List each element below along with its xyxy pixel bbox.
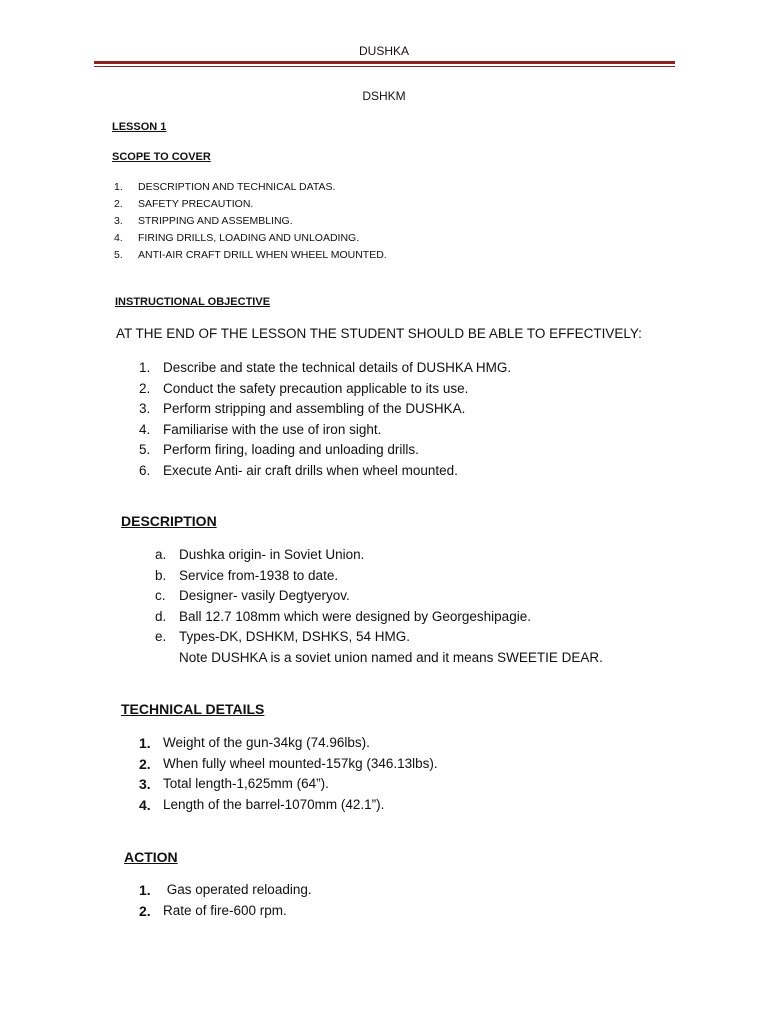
technical-heading: TECHNICAL DETAILS [121, 701, 265, 717]
list-item: d. Ball 12.7 108mm which were designed by Georgeshipagie. [155, 608, 531, 624]
list-item: e. Types-DK, DSHKM, DSHKS, 54 HMG. [155, 629, 411, 644]
scope-list [112, 179, 672, 264]
action-heading: ACTION [124, 849, 178, 865]
list-item: a. Dushka origin- in Soviet Union. [155, 547, 365, 562]
list-item: 1. Weight of the gun-34kg (74.96lbs). [139, 735, 370, 751]
list-item: 3. Total length-1,625mm (64”). [139, 776, 329, 792]
list-item: 2. Rate of fire-600 rpm. [139, 902, 287, 919]
list-item: 4. Familiarise with the use of iron sight. [139, 421, 382, 437]
technical-list [139, 733, 679, 815]
header-rule-thin [94, 66, 675, 67]
description-heading: DESCRIPTION [121, 513, 217, 529]
objective-heading: INSTRUCTIONAL OBJECTIVE [115, 296, 271, 308]
document-header: DUSHKA [358, 44, 409, 58]
list-item: 1. Describe and state the technical details of DUSHKA HMG. [139, 360, 512, 375]
objective-list [139, 358, 679, 481]
document-subtitle: DSHKM [362, 89, 406, 103]
list-item: 3. Perform stripping and assembling of the DUSHKA. [139, 401, 466, 416]
list-item: 1. Gas operated reloading. [139, 882, 312, 898]
lesson-heading: LESSON 1 [112, 121, 167, 133]
scope-heading: SCOPE TO COVER [112, 151, 211, 163]
list-item: 5. ANTI-AIR CRAFT DRILL WHEN WHEEL MOUNTED. [114, 249, 387, 261]
list-item: c. Designer- vasily Degtyeryov. [155, 588, 350, 603]
list-item: 4. Length of the barrel-1070mm (42.1”). [139, 796, 385, 813]
list-item: 4. FIRING DRILLS, LOADING AND UNLOADING. [114, 232, 360, 244]
header-rule-thick [94, 61, 675, 64]
list-item: 2. Conduct the safety precaution applicable to its use. [139, 380, 469, 396]
list-item: 6. Execute Anti- air craft drills when wheel mounted. [139, 462, 458, 478]
list-item: 2. SAFETY PRECAUTION. [114, 198, 254, 210]
description-note: Note DUSHKA is a soviet union named and it means SWEETIE DEAR. [179, 649, 603, 665]
list-item: 3. STRIPPING AND ASSEMBLING. [114, 215, 293, 227]
list-item: b. Service from-1938 to date. [155, 567, 339, 583]
objective-intro: AT THE END OF THE LESSON THE STUDENT SHOULD BE ABLE TO EFFECTIVELY: [116, 326, 642, 341]
list-item: 5. Perform firing, loading and unloading drills. [139, 442, 419, 457]
description-list [155, 545, 695, 668]
list-item: 1. DESCRIPTION AND TECHNICAL DATAS. [114, 181, 336, 193]
list-item: 2. When fully wheel mounted-157kg (346.13lbs). [139, 755, 438, 772]
action-list [139, 880, 679, 921]
